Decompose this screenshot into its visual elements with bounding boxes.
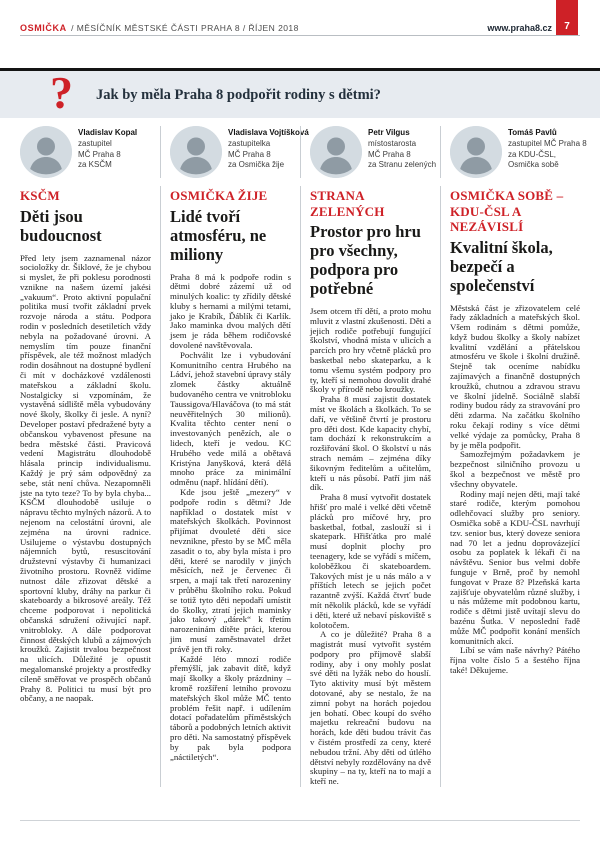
column-body [170, 273, 291, 763]
person-name: Petr Vilgus [368, 128, 410, 137]
brand-logo: OSMIČKA [20, 23, 67, 33]
column-body [20, 254, 151, 705]
opinion-column [160, 186, 300, 787]
masthead [20, 18, 552, 36]
column-headline: Děti jsou budoucnost [20, 206, 102, 245]
body-paragraph: Líbí se vám naše návrhy? Pátého října volte číslo 5 a šestého října také! Děkujeme. [450, 645, 580, 675]
body-paragraph: Rodiny mají nejen děti, mají také staré rodiče, kterým pomohou odlehčovací služby pro seniory. Osmička sobě a KDU-ČSL navrhují tzv. senior bus, který doveze seniora nad 70 let a jednu doprovázející osobu za poplatek k lékaři či na návštěvu. Senior bus velmi dobře funguje v Brně, proč by nemohl fungovat v Praze 8? Plzeňská karta zajišťuje obyvatelům různé služby, i u nás můžeme mít podobnou kartu, rodiče s dětmi jistě uvítají slevu do bazénu Šutka. V neposlední řadě může MČ podpořit konání menších komunitních akcí. [450, 488, 580, 646]
person-role-line: za Osmička žije [228, 160, 285, 169]
masthead-left [20, 18, 299, 36]
page-number: 7 [564, 21, 570, 32]
website-url: www.praha8.cz [487, 23, 552, 33]
person-role-line: zastupitelka [228, 139, 271, 148]
person-role [228, 139, 309, 171]
body-paragraph: Jsem otcem tří dětí, a proto mohu mluvit z vlastní zkušenosti. Děti a jejich rodiče potřebují fungující školství, vhodná místa v ulicích a parcích pro hry včetně plácků pro basketbal nebo skateparku, a k tomu všemu systém podpory pro ty, kteří si nemohou dovolit drahé školy v přírodě nebo kroužky. [310, 306, 431, 395]
column-body [450, 304, 580, 676]
person-role-line: zastupitel MČ Praha 8 [508, 139, 587, 148]
person-role-line: za KDU-ČSL, [508, 149, 557, 159]
header-divider [20, 35, 580, 36]
person-info [228, 126, 309, 171]
party-name: OSMIČKA ŽIJE [170, 188, 268, 203]
people-row [20, 126, 587, 178]
masthead-meta: / MĚSÍČNÍK MĚSTSKÉ ČÁSTI PRAHA 8 / ŘÍJEN 2018 [71, 23, 299, 33]
person-info [508, 126, 587, 171]
column-headline: Prostor pro hru pro všechny, podpora pro potřebné [310, 222, 421, 298]
person-role-line: zastupitel [78, 139, 112, 148]
body-paragraph: Praha 8 má k podpoře rodin s dětmi dobré zázemí už od minulých koalic: ty zřídily dětské kluby s hernami a milými tetami, jako je Krabík, Ďáblík či Karlík. Jako maminka dvou malých dětí jsem je ráda během rodičovské dovolené navštěvovala. [170, 271, 291, 351]
opinion-column [440, 186, 580, 787]
party-name: KSČM [20, 188, 60, 203]
person-role-line: místostarosta [368, 139, 417, 148]
person-role-line: za Stranu zelených [368, 160, 437, 169]
person-info [78, 126, 137, 171]
portrait-avatar [170, 126, 222, 178]
body-paragraph: Každé léto mnozí rodiče přemýšlí, jak zabavit dítě, když mají školky a školy prázdniny – kromě rozšíření letního provozu mateřských škol může MČ tento problém řešit např. i udílením dotací pořadatelům příměstských táborů a podobných letních aktivit pro děti. Na samostatný příspěvek by pak byla podpora „náctiletých“. [170, 653, 291, 762]
body-paragraph: Pochválit lze i vybudování Komunitního centra Hrubého na Ládví, jehož stavební úpravy stály zlomek částky aktuálně budovaného centra ve vnitrobloku Taussigova/Hlaváčova (to má stát neuvěřitelných 30 milionů). Kvalita těchto center není o investovaných penězích, ale o lidech, kteří je vedou. KC Hrubého vede milá a obětavá Kristýna Janyšková, která dělá mnoho práce za minimální odměnu (např. hlídání dětí). [170, 349, 291, 488]
body-paragraph: Před lety jsem zaznamenal názor socioložky dr. Šiklové, že je chybou si myslet, že při poklesu porodnosti vznikne na našem území jakési „vakuum“. Proto aktivní populační politika musí tvořit základní prvek rozvoje národa a státu. Podpora rodin v posledních desetiletích vždy nebyla na požadované úrovni. A nemyslím tím pouze finanční příspěvek, ale též možnost mladých rodin dosáhnout na dostupné bydlení či mít v docházkové vzdálenosti mateřskou a základní školu. Nostalgicky si vzpomínám, že vystavěná sídliště měla vybudovány nové školy, školky či jesle. A nyní? Developer postaví předražené byty a občanskou vybavenost přesune na bedra městské části. Pravicová vedení Magistrátu dlouhodobě hlásala princip individualismu. Každý je prý sám odpovědný za sebe, stát není chůva. Nezapomněli jste na tyto teze? To by byla chyba... KSČM dlouhodobě usiluje o nápravu těchto mylných názorů. A to nejenom na celostátní úrovni, ale zejména na úrovni radnice. Usilujeme o výstavbu dostupných nájemních bytů, resuscitování družstevní výstavby či humanizaci životního prostoru. Rovněž vidíme nutnost dále zřizovat dětské a sportovní kluby, dráhy na parkur či skateboardy a bikrosové areály. Též chceme podporovat i nepolitická občanská sdružení oživující např. vnitrobloky. A dále podporovat činnost dětských klubů a zájmových kroužků. Zajistit trvalou bezpečnost na ulicích. Důležité je opustit megalomanské projekty a prostředky cíleně směřovat ve prospěch občanů Prahy 8. Politici tu musí být pro občany, a ne naopak. [20, 252, 151, 704]
body-paragraph: A co je důležité? Praha 8 a magistrát musí vytvořit systém podpory pro příjmově slabší rodiny, aby i ony mohly poslat své děti na lyžák nebo do houslí. Tyto aktivity musí být městem dotované, aby se nestalo, že na zimní pobyt na horách pojedou jen bohatí. Obec koupí do svého majetku rekreační budovu na horách, kde děti budou trávit čas v čistém prostředí za ceny, které nebudou tržní. Aby děti od útlého dětství nebyly rozdělovány na dvě skupiny – na ty, kteří na to mají a kteří ne. [310, 629, 431, 787]
person-role [508, 139, 587, 171]
person-card [300, 126, 440, 178]
person-name: Vladislav Kopal [78, 128, 138, 137]
opinion-column [300, 186, 440, 787]
question-banner [0, 68, 600, 118]
person-card [440, 126, 587, 178]
question-text: Jak by měla Praha 8 podpořit rodiny s dětmi? [96, 87, 381, 103]
page-number-tab [556, 0, 578, 35]
body-paragraph: Městská část je zřizovatelem celé řady základních a mateřských škol. Všem rodinám s dětmi pomůže, když budou školky a školy nabízet kvalitní vzdělání a přátelskou atmosféru ve škole i školní družině. Stejně tak oceníme nabídku zajímavých a finančně dostupných kroužků, chutnou a zdravou stravu ve školní jídelně. Sociálně slabší rodiny budou rády za stravování pro děti zdarma. Na začátku školního roku čekají rodiny s více dětmi velké výdaje za pomůcky, Praha 8 by je měla podpořit. [450, 302, 580, 450]
body-paragraph: Praha 8 musí vytvořit dostatek hřišť pro malé i velké děti včetně plácků pro míčové hry, pro basketbal, fotbal, zaslouží si i skatepark. Hřišťátka pro malé musí doplnit plochy pro teenagery, kde se vyřádí s míčem, koloběžkou či skateboardem. Takových míst je u nás málo a v příštích letech se jejich počet razantně zvýší. Každá čtvrť bude mít několik plácků, kde se vyřádí i děti, které už nebaví pískoviště s kolotočem. [310, 492, 431, 630]
person-role [368, 139, 436, 171]
portrait-avatar [450, 126, 502, 178]
column-headline: Kvalitní škola, bezpečí a společenství [450, 237, 553, 295]
person-role [78, 139, 137, 171]
body-paragraph: Kde jsou ještě „mezery“ v podpoře rodin s dětmi? Jde například o dostatek míst v mateřských školkách. Povinnost přijímat dvouleté děti sice nevznikne, přesto by se MČ měla zasadit o to, aby byla místa i pro děti, které se narodily v jiných měsících, než je červenec či srpen, a mají tak třetí narozeniny v průběhu školního roku. Pokud se totiž tyto děti nepodaří umístit do školky, ztratí jejich maminky jako takový „dárek“ k třetím narozeninám dítěte práci, kterou jim musí zaměstnavatel držet právě jen tři roky. [170, 487, 291, 654]
portrait-avatar [20, 126, 72, 178]
body-paragraph: Samozřejmým požadavkem je bezpečnost silničního provozu u škol a bezpečnost ve městě pro všechny obyvatele. [450, 449, 580, 489]
question-mark-icon: ? [50, 67, 73, 118]
footer-divider [20, 820, 580, 821]
person-role-line: za KSČM [78, 160, 112, 169]
column-body [310, 307, 431, 787]
party-name: STRANA ZELENÝCH [310, 188, 385, 219]
opinion-column [20, 186, 160, 787]
person-name: Vladislava Vojtíšková [228, 128, 309, 137]
party-name: OSMIČKA SOBĚ – KDU-ČSL A NEZÁVISLÍ [450, 188, 564, 234]
person-role-line: MČ Praha 8 [228, 149, 271, 159]
person-role-line: MČ Praha 8 [368, 149, 411, 159]
person-card [160, 126, 309, 178]
person-name: Tomáš Pavlů [508, 128, 557, 137]
portrait-avatar [310, 126, 362, 178]
person-role-line: MČ Praha 8 [78, 149, 121, 159]
opinion-columns [20, 186, 580, 787]
person-card [20, 126, 160, 178]
column-headline: Lidé tvoří atmosféru, ne miliony [170, 206, 267, 264]
person-info [368, 126, 436, 171]
body-paragraph: Praha 8 musí zajistit dostatek míst ve školách a školkách. To se daří, ve většině čtvrtí je prostoru pro děti dost. Kde kapacity chybí, tam dochází k rekonstrukcím a rozšiřování škol. O školství u nás strach nemám – zejména díky šikovným ředitelům a učitelům, kteří u nás působí. Patří jim náš dík. [310, 394, 431, 493]
person-role-line: Osmička sobě [508, 160, 559, 169]
